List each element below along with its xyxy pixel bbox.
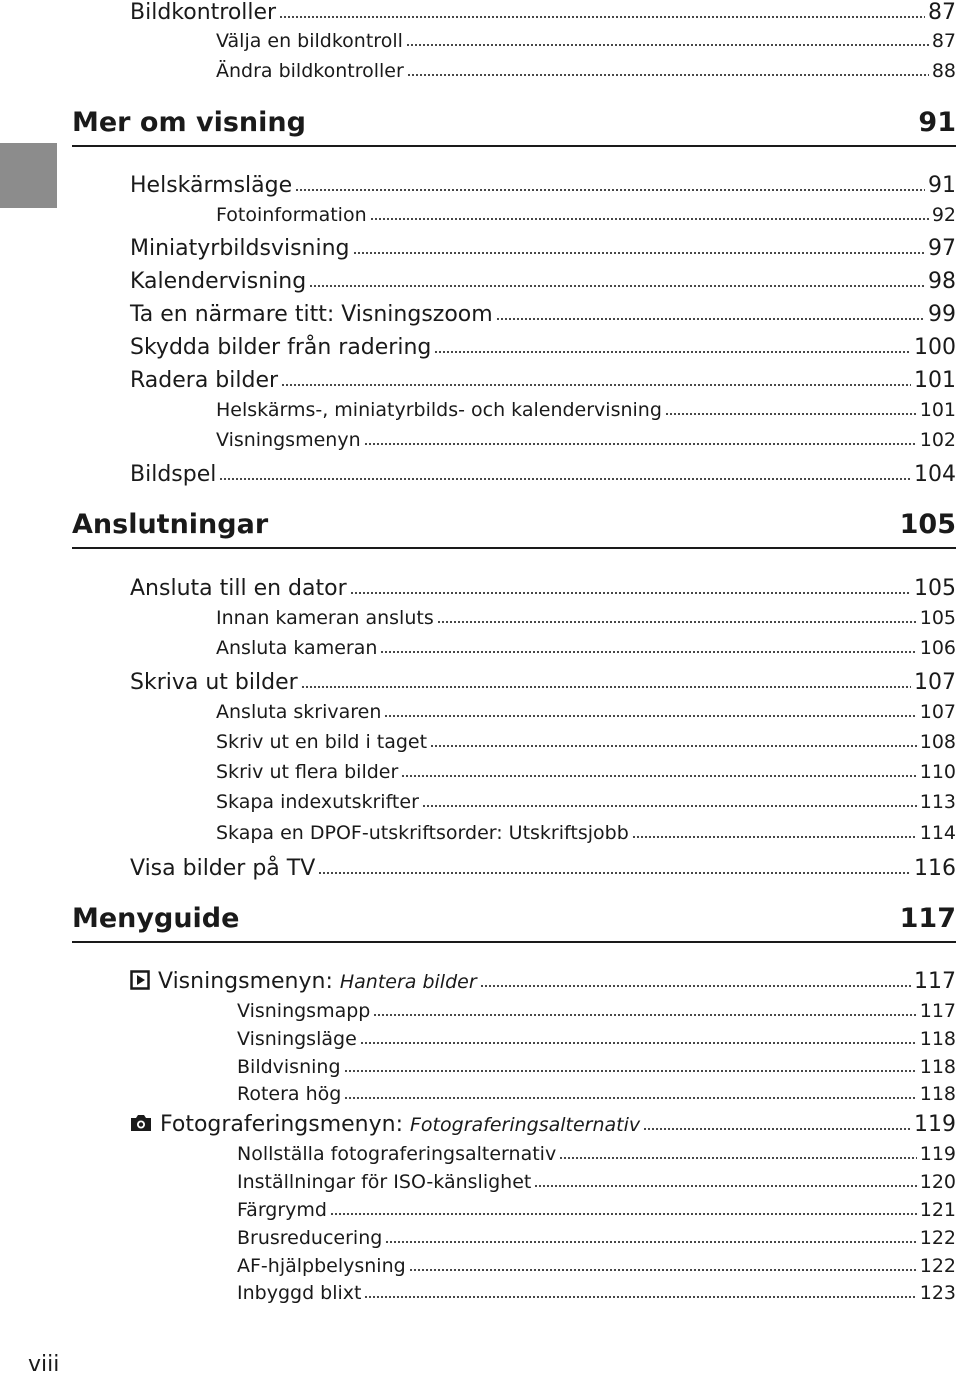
toc-entry[interactable]	[0, 302, 956, 327]
leader-dots	[496, 318, 925, 320]
toc-entry-page: 101	[914, 368, 956, 393]
playback-icon	[130, 970, 150, 990]
toc-entry[interactable]	[0, 236, 956, 261]
leader-dots	[364, 443, 917, 445]
toc-entry[interactable]	[0, 1227, 956, 1249]
toc-entry[interactable]	[0, 1171, 956, 1193]
toc-entry-page: 100	[914, 335, 956, 360]
toc-entry-page: 121	[919, 1199, 956, 1221]
toc-entry[interactable]	[0, 204, 956, 226]
leader-dots	[437, 621, 917, 623]
section-title: Mer om visning	[72, 107, 306, 138]
toc-entry[interactable]	[0, 791, 956, 813]
toc-entry[interactable]	[0, 670, 956, 695]
leader-dots	[279, 16, 925, 18]
toc-entry[interactable]	[0, 462, 956, 487]
toc-entry[interactable]	[0, 1199, 956, 1221]
leader-dots	[430, 745, 917, 747]
toc-entry[interactable]	[0, 761, 956, 783]
toc-entry-label: Inställningar för ISO-känslighet	[237, 1171, 532, 1193]
toc-entry[interactable]	[0, 60, 956, 82]
toc-entry-label: Visningsläge	[237, 1028, 357, 1050]
leader-dots	[559, 1157, 917, 1159]
section-page: 117	[899, 903, 956, 934]
toc-entry[interactable]	[0, 1282, 956, 1304]
leader-dots	[318, 872, 911, 874]
toc-entry[interactable]	[0, 701, 956, 723]
leader-dots	[534, 1185, 916, 1187]
toc-entry-label: Visningsmenyn	[216, 429, 361, 451]
toc-entry-page: 107	[919, 701, 956, 723]
toc-entry-label: Fotoinformation	[216, 204, 367, 226]
section-page: 91	[918, 107, 956, 138]
toc-entry-label: Nollställa fotograferingsalternativ	[237, 1143, 557, 1165]
toc-entry[interactable]	[0, 368, 956, 393]
toc-entry-page: 88	[931, 60, 956, 82]
toc-entry[interactable]	[0, 822, 956, 844]
toc-entry-page: 114	[919, 822, 956, 844]
toc-entry-label: Miniatyrbildsvisning	[130, 236, 350, 261]
leader-dots	[407, 74, 929, 76]
leader-dots	[309, 285, 925, 287]
toc-entry-label-group	[130, 1112, 640, 1137]
toc-entry[interactable]	[0, 607, 956, 629]
toc-entry-label: Skydda bilder från radering	[130, 335, 432, 360]
toc-entry-page: 98	[928, 269, 956, 294]
toc-entry-label: Helskärmsläge	[130, 173, 293, 198]
leader-dots	[301, 686, 911, 688]
toc-entry-label: Helskärms-, miniatyrbilds- och kalendervisning	[216, 399, 662, 421]
toc-entry-page: 118	[919, 1056, 956, 1078]
section-rule	[72, 547, 956, 549]
leader-dots	[373, 1014, 916, 1016]
toc-entry-label: Bildkontroller	[130, 0, 277, 25]
toc-entry[interactable]	[0, 1000, 956, 1022]
toc-entry[interactable]	[0, 335, 956, 360]
section-rule	[72, 145, 956, 147]
section-rule	[72, 941, 956, 943]
toc-entry[interactable]	[0, 0, 956, 25]
toc-entry-page: 116	[914, 856, 956, 881]
toc-entry-label: Färgrymd	[237, 1199, 327, 1221]
toc-entry-label: Innan kameran ansluts	[216, 607, 434, 629]
toc-entry-label: Inbyggd blixt	[237, 1282, 362, 1304]
leader-dots	[344, 1070, 917, 1072]
toc-entry-page: 119	[914, 1112, 956, 1137]
toc-entry-label: Kalendervisning	[130, 269, 307, 294]
section-heading	[72, 509, 956, 540]
toc-entry-label: Visningsmapp	[237, 1000, 371, 1022]
toc-entry-label: Visningsmenyn:	[158, 969, 333, 994]
toc-entry-page: 118	[919, 1083, 956, 1105]
toc-entry[interactable]	[0, 731, 956, 753]
page-number: viii	[28, 1352, 60, 1377]
leader-dots	[409, 1269, 917, 1271]
leader-dots	[422, 805, 917, 807]
toc-entry-page: 117	[914, 969, 956, 994]
toc-entry[interactable]	[0, 1255, 956, 1277]
leader-dots	[350, 592, 911, 594]
toc-entry-page: 91	[928, 173, 956, 198]
toc-entry-label: Ansluta skrivaren	[216, 701, 382, 723]
leader-dots	[380, 651, 916, 653]
toc-entry-page: 110	[919, 761, 956, 783]
section-title: Anslutningar	[72, 509, 269, 540]
toc-entry-label: Skriv ut en bild i taget	[216, 731, 428, 753]
leader-dots	[295, 189, 925, 191]
toc-entry-page: 97	[928, 236, 956, 261]
toc-entry[interactable]	[0, 269, 956, 294]
toc-entry-label: Skriva ut bilder	[130, 670, 298, 695]
leader-dots	[344, 1097, 916, 1099]
toc-entry-label: Visa bilder på TV	[130, 856, 316, 881]
toc-entry-label: Skapa indexutskrifter	[216, 791, 419, 813]
toc-entry-page: 122	[919, 1255, 956, 1277]
section-heading	[72, 107, 956, 138]
toc-entry-label: Fotograferingsmenyn:	[160, 1112, 403, 1137]
toc-entry[interactable]	[0, 1028, 956, 1050]
toc-entry-page: 92	[931, 204, 956, 226]
toc-entry-page: 119	[919, 1143, 956, 1165]
toc-entry-page: 87	[931, 30, 956, 52]
leader-dots	[632, 836, 917, 838]
toc-entry-page: 101	[919, 399, 956, 421]
section-heading	[72, 903, 956, 934]
leader-dots	[370, 218, 929, 220]
toc-entry-label: Ansluta kameran	[216, 637, 378, 659]
leader-dots	[219, 478, 911, 480]
toc-entry-label: Ta en närmare titt: Visningszoom	[130, 302, 493, 327]
toc-entry[interactable]	[0, 1056, 956, 1078]
toc-entry-page: 122	[919, 1227, 956, 1249]
toc-entry-page: 104	[914, 462, 956, 487]
toc-entry[interactable]	[0, 637, 956, 659]
leader-dots	[385, 1241, 916, 1243]
toc-entry[interactable]	[0, 429, 956, 451]
toc-entry-page: 113	[919, 791, 956, 813]
toc-entry-label: Skriv ut flera bilder	[216, 761, 399, 783]
toc-entry[interactable]	[0, 856, 956, 881]
toc-entry-page: 118	[919, 1028, 956, 1050]
toc-entry-page: 120	[919, 1171, 956, 1193]
leader-dots	[384, 715, 916, 717]
toc-entry-label: Rotera hög	[237, 1083, 342, 1105]
leader-dots	[353, 252, 926, 254]
leader-dots	[434, 351, 911, 353]
toc-entry-label-group	[130, 969, 477, 994]
leader-dots	[281, 384, 911, 386]
toc-entry-page: 105	[919, 607, 956, 629]
toc-entry-page: 108	[919, 731, 956, 753]
toc-entry-subtitle: Hantera bilder	[339, 971, 477, 993]
toc-entry-label: Bildspel	[130, 462, 217, 487]
leader-dots	[406, 44, 929, 46]
toc-entry[interactable]	[0, 1143, 956, 1165]
toc-entry[interactable]	[0, 399, 956, 421]
toc-entry-label: Välja en bildkontroll	[216, 30, 403, 52]
toc-entry[interactable]	[0, 1112, 956, 1137]
toc-entry-label: Brusreducering	[237, 1227, 383, 1249]
toc-entry-label: Skapa en DPOF-utskriftsorder: Utskriftsjobb	[216, 822, 629, 844]
leader-dots	[401, 775, 916, 777]
leader-dots	[665, 413, 917, 415]
toc-entry-label: Ansluta till en dator	[130, 576, 347, 601]
toc-entry-page: 87	[928, 0, 956, 25]
toc-entry[interactable]	[0, 969, 956, 994]
toc-entry-page: 105	[914, 576, 956, 601]
toc-entry[interactable]	[0, 30, 956, 52]
leader-dots	[330, 1213, 917, 1215]
toc-entry[interactable]	[0, 1083, 956, 1105]
toc-entry-page: 107	[914, 670, 956, 695]
toc-entry-label: Bildvisning	[237, 1056, 341, 1078]
section-title: Menyguide	[72, 903, 240, 934]
leader-dots	[364, 1296, 916, 1298]
camera-icon	[130, 1113, 152, 1133]
section-page: 105	[899, 509, 956, 540]
toc-entry-page: 102	[919, 429, 956, 451]
leader-dots	[643, 1128, 911, 1130]
leader-dots	[480, 985, 911, 987]
toc-entry-label: Radera bilder	[130, 368, 279, 393]
toc-entry-page: 117	[919, 1000, 956, 1022]
toc-entry-page: 99	[928, 302, 956, 327]
toc-entry-subtitle: Fotograferingsalternativ	[410, 1114, 641, 1136]
toc-entry[interactable]	[0, 576, 956, 601]
toc-entry-label: AF-hjälpbelysning	[237, 1255, 406, 1277]
toc-entry-page: 106	[919, 637, 956, 659]
toc-entry[interactable]	[0, 173, 956, 198]
toc-entry-label: Ändra bildkontroller	[216, 60, 404, 82]
toc-entry-page: 123	[919, 1282, 956, 1304]
leader-dots	[360, 1042, 917, 1044]
